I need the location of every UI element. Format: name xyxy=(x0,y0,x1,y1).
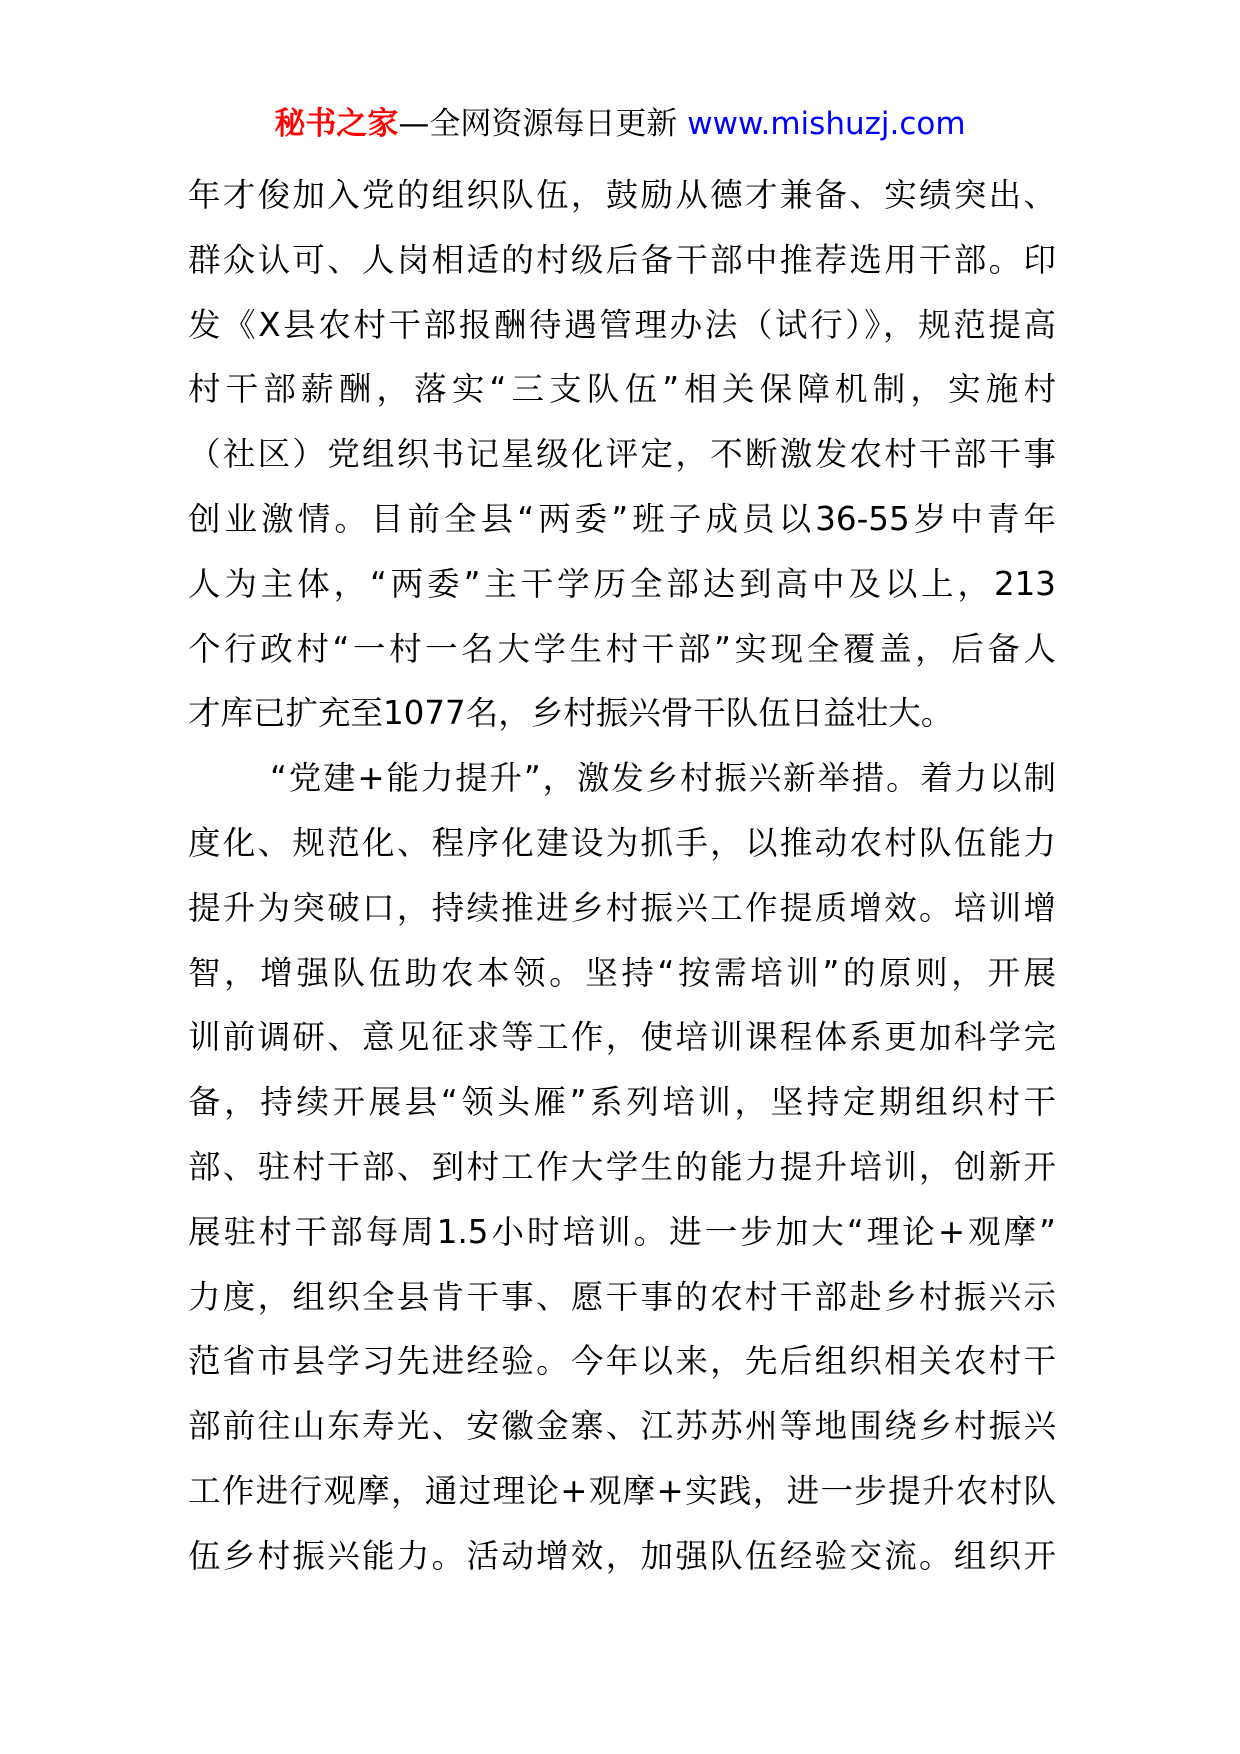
text-line: 备，持续开展县“领头雁”系列培训，坚持定期组织村干 xyxy=(188,1083,1056,1122)
text-line: 伍乡村振兴能力。活动增效，加强队伍经验交流。组织开 xyxy=(188,1536,1056,1575)
text-line: 工作进行观摩，通过理论+观摩+实践，进一步提升农村队 xyxy=(188,1471,1056,1510)
text-line: 度化、规范化、程序化建设为抓手，以推动农村队伍能力 xyxy=(188,823,1056,862)
text-line: 范省市县学习先进经验。今年以来，先后组织相关农村干 xyxy=(188,1342,1056,1381)
text-line: 训前调研、意见征求等工作，使培训课程体系更加科学完 xyxy=(188,1018,1056,1057)
document-body xyxy=(188,163,1056,1589)
text-line: 人为主体，“两委”主干学历全部达到高中及以上，213 xyxy=(188,564,1056,603)
text-line: 创业激情。目前全县“两委”班子成员以36-55岁中青年 xyxy=(188,499,1056,538)
text-line: 个行政村“一村一名大学生村干部”实现全覆盖，后备人 xyxy=(188,629,1056,668)
text-line: 群众认可、人岗相适的村级后备干部中推荐选用干部。印 xyxy=(188,240,1056,279)
site-header xyxy=(0,100,1240,148)
paragraph-start-line: “党建+能力提升”，激发乡村振兴新举措。着力以制 xyxy=(270,759,1056,798)
text-line: （社区）党组织书记星级化评定，不断激发农村干部干事 xyxy=(188,435,1056,474)
text-line: 智，增强队伍助农本领。坚持“按需培训”的原则，开展 xyxy=(188,953,1056,992)
text-line: 提升为突破口，持续推进乡村振兴工作提质增效。培训增 xyxy=(188,888,1056,927)
text-line: 部前往山东寿光、安徽金寨、江苏苏州等地围绕乡村振兴 xyxy=(188,1407,1056,1446)
text-line: 部、驻村干部、到村工作大学生的能力提升培训，创新开 xyxy=(188,1147,1056,1186)
text-line: 村干部薪酬，落实“三支队伍”相关保障机制，实施村 xyxy=(188,370,1056,409)
site-tagline: —全网资源每日更新 xyxy=(398,106,688,142)
text-line: 年才俊加入党的组织队伍，鼓励从德才兼备、实绩突出、 xyxy=(188,176,1056,214)
paragraph-end-line: 才库已扩充至1077名，乡村振兴骨干队伍日益壮大。 xyxy=(188,694,954,733)
site-brand: 秘书之家 xyxy=(274,106,399,142)
site-url-link[interactable]: www.mishuzj.com xyxy=(687,106,966,142)
text-line: 发《X县农村干部报酬待遇管理办法（试行）》，规范提高 xyxy=(188,305,1056,344)
text-line: 展驻村干部每周1.5小时培训。进一步加大“理论+观摩” xyxy=(188,1212,1056,1251)
text-line: 力度，组织全县肯干事、愿干事的农村干部赴乡村振兴示 xyxy=(188,1277,1056,1316)
